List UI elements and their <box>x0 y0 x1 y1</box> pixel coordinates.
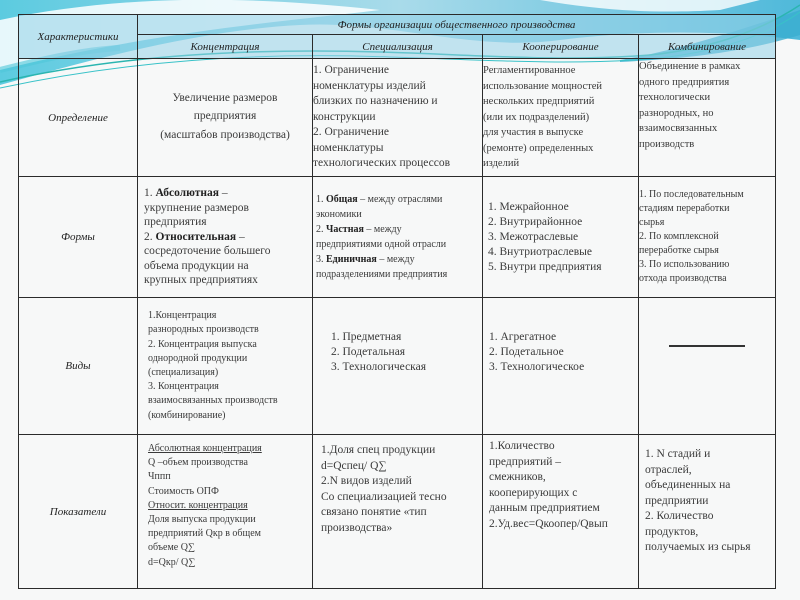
text-line: данным предприятием <box>489 502 600 514</box>
text-line: 1.Доля спец продукции <box>321 444 436 456</box>
text-line: технологических процессов <box>313 157 451 170</box>
text-line: 1. По последовательным <box>639 189 744 200</box>
text-line: – <box>219 187 228 200</box>
header-combination: Комбинирование <box>639 35 776 59</box>
text-line: 2. Количество <box>645 510 714 522</box>
header-cooperation: Кооперирование <box>483 35 639 59</box>
text-line: смежников, <box>489 471 546 483</box>
term-general: Общая <box>326 194 358 205</box>
text-line: 2. <box>316 224 326 235</box>
table-row-definition <box>19 59 776 177</box>
text-line: (комбинирование) <box>148 409 226 421</box>
text-line: сырья <box>639 217 665 228</box>
absolute-concentration-title: Абсолютная концентрация <box>148 443 262 454</box>
text-line: изделий <box>483 158 520 170</box>
text-line: крупных предприятиях <box>144 274 258 287</box>
text-line: подразделениями предприятия <box>316 269 448 280</box>
text-line: номенклатуры изделий <box>313 79 426 92</box>
text-line: 2.Уд.вес=Qкоопер/Qвып <box>489 517 608 530</box>
definition-specialization-cell <box>313 59 483 177</box>
text-line: номенклатуры <box>313 141 384 154</box>
text-line: производства» <box>321 521 393 534</box>
text-line: Увеличение размеров <box>172 92 278 105</box>
term-single: Единичная <box>326 254 377 265</box>
text-line: предприятий – <box>489 455 562 468</box>
text-line: предприятия <box>144 216 207 229</box>
text-line: продуктов, <box>645 525 699 538</box>
forms-concentration-cell <box>138 177 313 298</box>
production-forms-table <box>18 14 776 589</box>
forms-specialization-cell <box>313 177 483 298</box>
text-line: 1. Агрегатное <box>489 331 557 343</box>
types-specialization-cell <box>313 298 483 435</box>
definition-concentration-cell <box>138 59 313 177</box>
term-absolute: Абсолютная <box>155 187 220 200</box>
row-label-indicators: Показатели <box>19 435 138 589</box>
text-line: Стоимость ОПФ <box>148 485 219 497</box>
text-line: разнородных, но <box>639 107 714 119</box>
text-line: (специализация) <box>148 367 219 378</box>
types-cooperation-cell <box>483 298 639 435</box>
text-line: 1. Предметная <box>331 331 402 343</box>
text-line: 3. Концентрация <box>148 381 219 393</box>
text-line: (масштабов производства) <box>160 129 290 142</box>
text-line: 1. N стадий и <box>645 448 711 460</box>
text-line: для участия в выпуске <box>483 127 584 139</box>
text-line: 1.Концентрация <box>148 310 217 322</box>
header-forms-title: Формы организации общественного производства <box>138 15 776 35</box>
text-line: получаемых из сырья <box>645 541 751 553</box>
text-line: сосредоточение большего <box>144 245 271 258</box>
text-line: объеме Q∑ <box>148 542 196 554</box>
text-line: – <box>236 230 245 243</box>
header-characteristics: Характеристики <box>19 15 138 59</box>
definition-cooperation-cell <box>483 59 639 177</box>
types-concentration-cell <box>138 298 313 435</box>
indicators-concentration-cell <box>138 435 313 589</box>
text-line: предприятии <box>645 494 709 507</box>
text-line: использование мощностей <box>483 80 603 92</box>
text-line: отраслей, <box>645 463 692 476</box>
table-row-forms <box>19 177 776 298</box>
text-line: d=Qкр/ Q∑ <box>148 556 196 568</box>
header-concentration: Концентрация <box>138 35 313 59</box>
indicators-cooperation-cell <box>483 435 639 589</box>
text-line: 1.Количество <box>489 440 555 452</box>
row-label-types: Виды <box>19 298 138 435</box>
types-combination-cell <box>639 298 776 435</box>
text-line: кооперирующих с <box>489 486 578 499</box>
text-line: 2. Концентрация выпуска <box>148 338 257 350</box>
text-line: Чппп <box>148 471 171 483</box>
text-line: 1. <box>144 187 156 200</box>
text-line: 3. Технологическое <box>489 361 585 373</box>
text-line: предприятий Qкр в общем <box>148 528 261 540</box>
text-line: 3. По использованию <box>639 259 730 270</box>
indicators-combination-cell <box>639 435 776 589</box>
text-line: Объединение в рамках <box>639 61 741 72</box>
term-relative: Относительная <box>155 230 237 243</box>
relative-concentration-title: Относит. концентрация <box>148 499 248 511</box>
text-line: Регламентированное <box>483 65 576 77</box>
text-line: (ремонте) определенных <box>483 142 594 154</box>
text-line: 3. Межотраслевые <box>488 230 579 243</box>
text-line: 2. Ограничение <box>313 126 389 139</box>
header-specialization: Специализация <box>313 35 483 59</box>
text-line: предприятиями одной отрасли <box>316 239 447 250</box>
text-line: взаимосвязанных <box>639 123 718 134</box>
text-line: 3. Технологическая <box>331 361 426 373</box>
text-line: 2. По комплексной <box>639 231 719 242</box>
text-line: – между <box>363 224 402 235</box>
table-row-indicators <box>19 435 776 589</box>
text-line: технологически <box>639 92 711 103</box>
text-line: 1. <box>316 194 326 205</box>
text-line: одного предприятия <box>639 76 730 88</box>
indicators-specialization-cell <box>313 435 483 589</box>
text-line: переработке сырья <box>639 245 719 256</box>
definition-combination-cell <box>639 59 776 177</box>
text-line: производств <box>639 138 695 150</box>
text-line: конструкции <box>313 110 376 123</box>
text-line: – между <box>376 254 415 265</box>
row-label-definition: Определение <box>19 59 138 177</box>
text-line: разнородных производств <box>148 324 259 336</box>
dash-line <box>669 345 745 347</box>
text-line: 2. <box>144 230 156 243</box>
text-line: (или их подразделений) <box>483 111 590 123</box>
row-label-forms: Формы <box>19 177 138 298</box>
text-line: 2. Внутрирайонное <box>488 215 583 228</box>
text-line: – между отраслями <box>357 194 443 205</box>
text-line: 1. Межрайонное <box>488 200 569 213</box>
text-line: экономики <box>316 209 362 220</box>
text-line: 2. Подетальное <box>489 346 564 358</box>
text-line: отхода производства <box>639 273 727 284</box>
text-line: Со специализацией тесно <box>321 490 447 503</box>
term-partial: Частная <box>326 224 364 235</box>
text-line: стадиям переработки <box>639 203 730 214</box>
text-line: 4. Внутриотраслевые <box>488 245 592 258</box>
text-line: d=Qспец/ Q∑ <box>321 459 387 472</box>
text-line: нескольких предприятий <box>483 96 595 108</box>
text-line: 3. <box>316 254 326 265</box>
text-line: однородной продукции <box>148 352 248 364</box>
text-line: предприятия <box>193 109 257 122</box>
text-line: взаимосвязанных производств <box>148 395 278 407</box>
text-line: объема продукции на <box>144 259 249 272</box>
table-row-types <box>19 298 776 435</box>
text-line: 1. Ограничение <box>313 64 389 77</box>
text-line: укрупнение размеров <box>144 201 249 214</box>
text-line: связано понятие «тип <box>321 506 427 518</box>
forms-cooperation-cell <box>483 177 639 298</box>
forms-combination-cell <box>639 177 776 298</box>
text-line: близких по назначению и <box>313 95 438 108</box>
text-line: объединенных на <box>645 479 731 491</box>
text-line: 2.N видов изделий <box>321 475 412 487</box>
text-line: Q –объем производства <box>148 457 248 469</box>
text-line: Доля выпуска продукции <box>148 514 256 526</box>
text-line: 5. Внутри предприятия <box>488 260 602 273</box>
text-line: 2. Подетальная <box>331 346 406 358</box>
